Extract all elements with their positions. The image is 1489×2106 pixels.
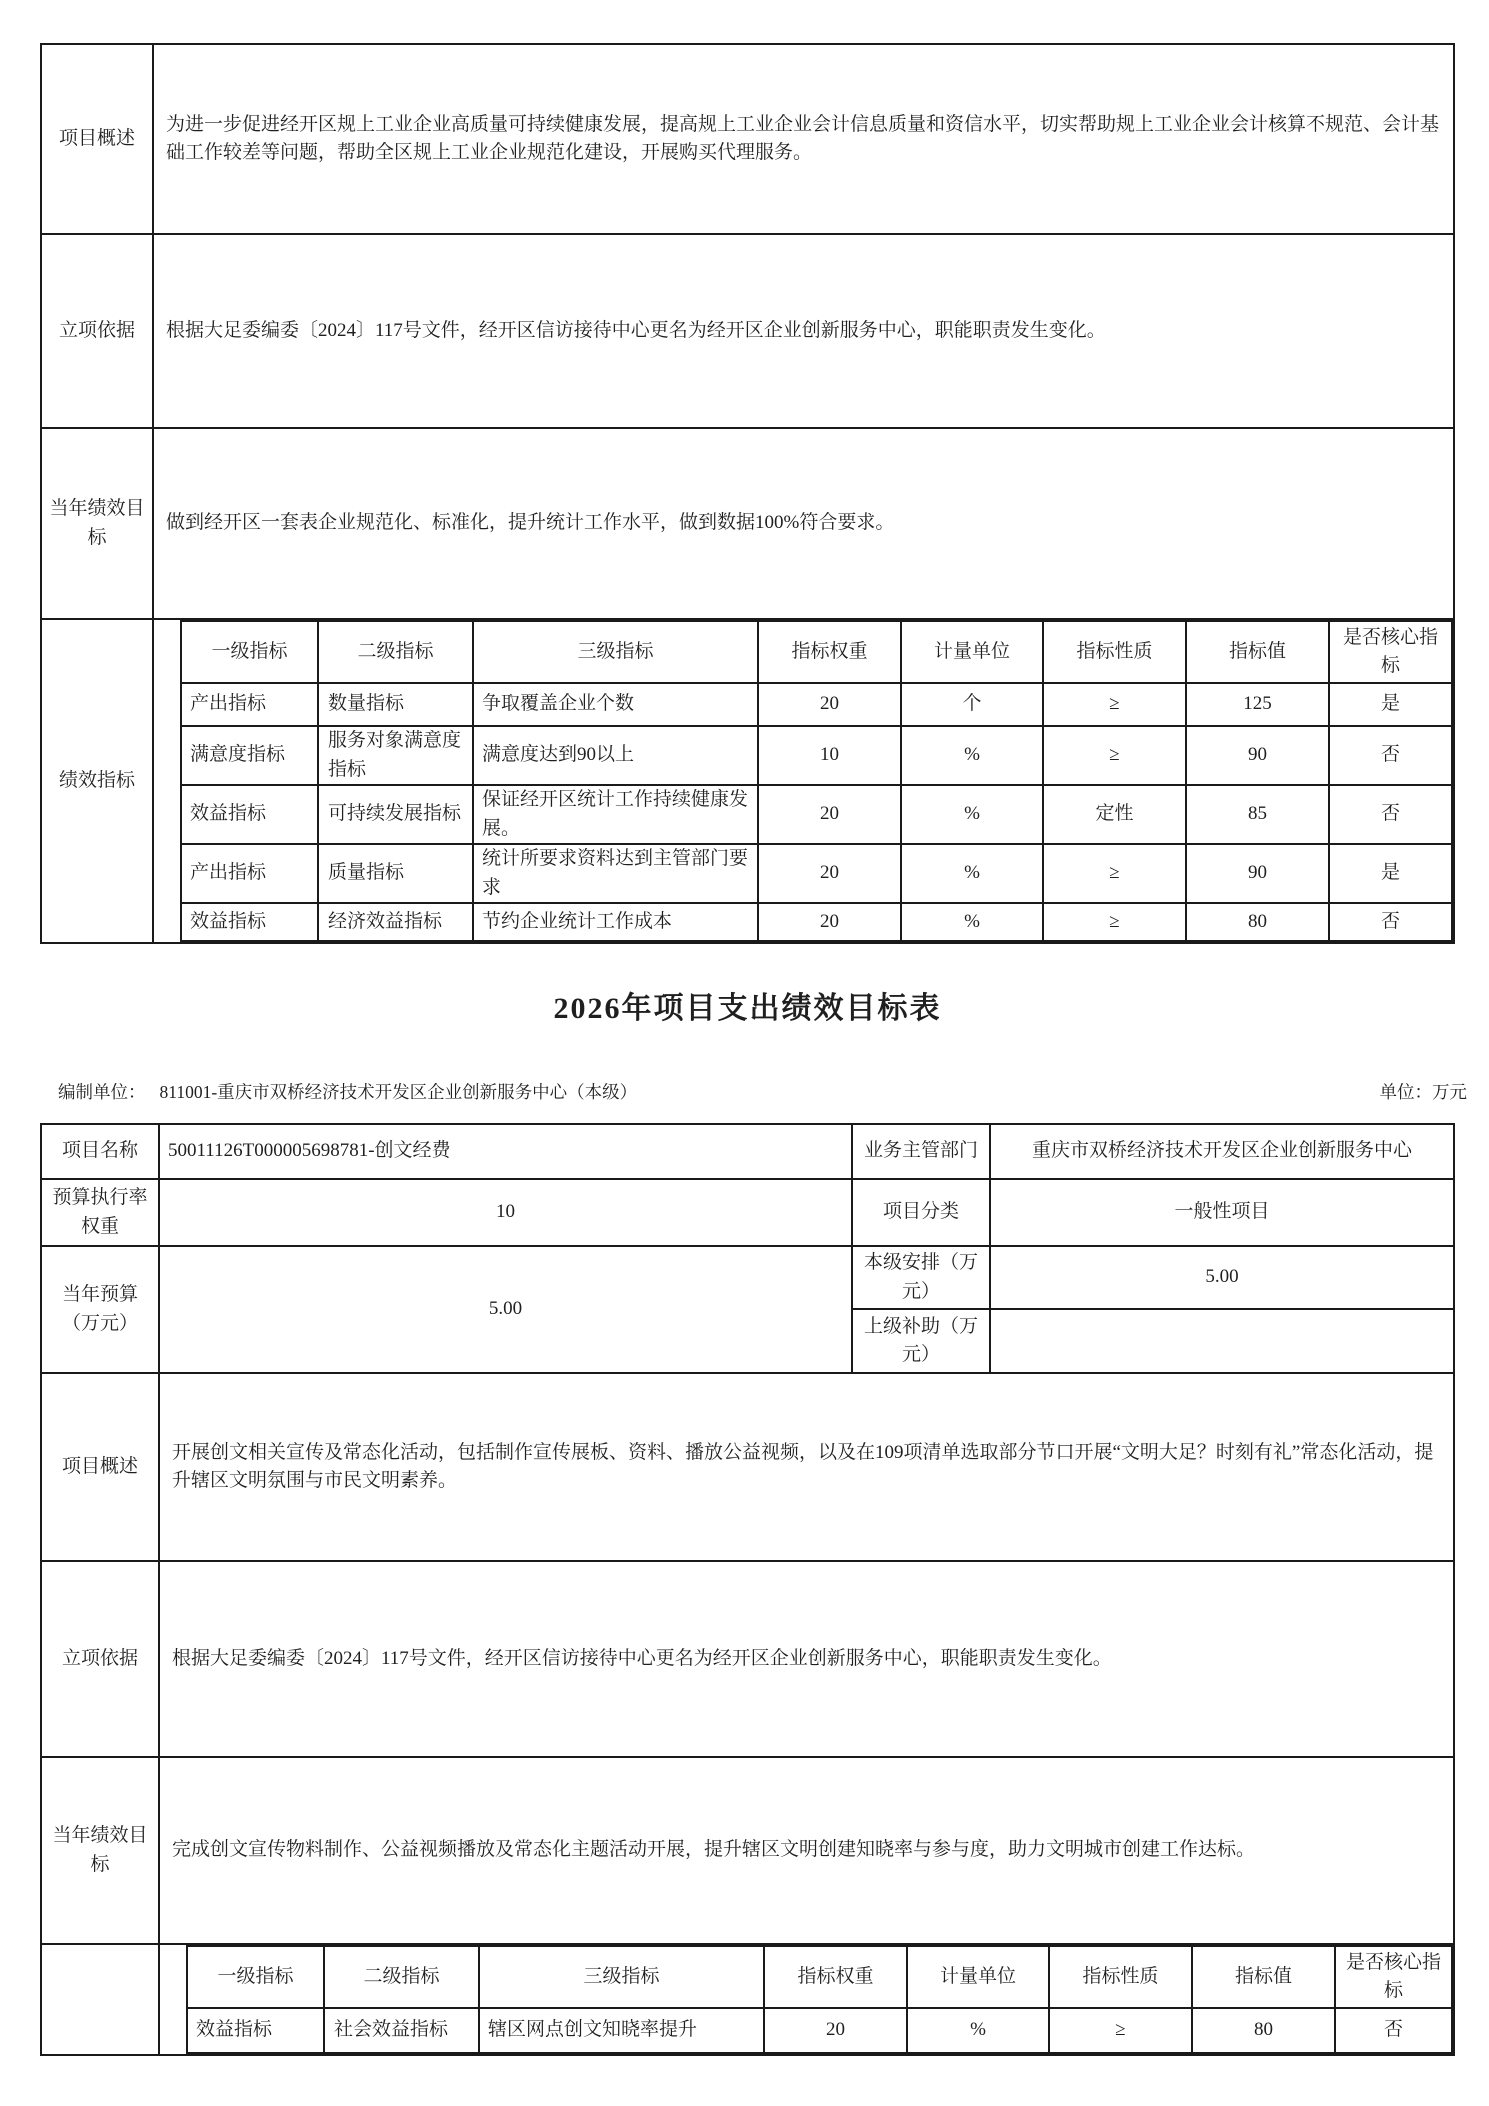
- row-label-overview: 项目概述: [41, 1373, 159, 1561]
- table-row: [41, 1944, 1454, 2055]
- indicator-cell: 85: [1186, 785, 1329, 844]
- annual-budget-value: 5.00: [159, 1246, 852, 1373]
- superior-subsidy-value: [990, 1309, 1454, 1373]
- table-row: [41, 44, 1454, 234]
- prepared-by-label: 编制单位：: [58, 1082, 146, 1102]
- indicator-cell: ≥: [1043, 844, 1186, 903]
- indicator-row: [181, 844, 1452, 903]
- indicator-cell: 是: [1329, 683, 1452, 726]
- page-title: 2026年项目支出绩效目标表: [553, 992, 942, 1025]
- header-level1: 一级指标: [181, 621, 318, 683]
- indicator-cell: 节约企业统计工作成本: [473, 903, 758, 941]
- prepared-by: [58, 1079, 637, 1104]
- header-level2: 二级指标: [318, 621, 473, 683]
- budget-exec-weight-value: 10: [159, 1179, 852, 1246]
- row-label-indicators: 绩效指标: [41, 619, 153, 943]
- indicator-table-2: [186, 1945, 1453, 2054]
- local-arrangement-value: 5.00: [990, 1246, 1454, 1309]
- indicator-cell: 效益指标: [187, 2008, 324, 2053]
- row-label-superior-subsidy: 上级补助（万元）: [852, 1309, 990, 1373]
- row-label-annual-goal: 当年绩效目标: [41, 428, 153, 619]
- indicator-cell: 服务对象满意度指标: [318, 726, 473, 785]
- indicator-cell: 20: [758, 683, 901, 726]
- indicator-cell: ≥: [1043, 683, 1186, 726]
- indicator-header-row: [187, 1946, 1452, 2008]
- table-row: [41, 234, 1454, 428]
- indicator-cell: 质量指标: [318, 844, 473, 903]
- table-row: [41, 619, 1454, 943]
- table-row: [41, 1179, 1454, 1246]
- indicator-cell: ≥: [1049, 2008, 1192, 2053]
- dept-value: 重庆市双桥经济技术开发区企业创新服务中心: [990, 1124, 1454, 1179]
- row-label-basis: 立项依据: [41, 1561, 159, 1757]
- row-label-dept: 业务主管部门: [852, 1124, 990, 1179]
- indicator-cell: 80: [1186, 903, 1329, 941]
- project-name-value: 50011126T000005698781-创文经费: [159, 1124, 852, 1179]
- indicator-cell: %: [901, 785, 1043, 844]
- row-label-overview: 项目概述: [41, 44, 153, 234]
- indicator-cell: 否: [1329, 785, 1452, 844]
- row-content-overview: 为进一步促进经开区规上工业企业高质量可持续健康发展，提高规上工业企业会计信息质量和资信水平，切实帮助规上工业企业会计核算不规范、会计基础工作较差等问题，帮助全区规上工业企业规范化建设，开展购买代理服务。: [153, 44, 1454, 234]
- row-content-basis: 根据大足委编委〔2024〕117号文件，经开区信访接待中心更名为经开区企业创新服务中心，职能职责发生变化。: [159, 1561, 1454, 1757]
- indicator-cell: 统计所要求资料达到主管部门要求: [473, 844, 758, 903]
- indicator-cell: 20: [764, 2008, 907, 2053]
- header-nature: 指标性质: [1049, 1946, 1192, 2008]
- indicator-cell: 20: [758, 844, 901, 903]
- project-table-1: [40, 43, 1455, 944]
- table-row: [41, 1373, 1454, 1561]
- header-level1: 一级指标: [187, 1946, 324, 2008]
- header-core: 是否核心指标: [1329, 621, 1452, 683]
- indicator-cell: 效益指标: [181, 785, 318, 844]
- header-level3: 三级指标: [473, 621, 758, 683]
- table-row: [41, 1561, 1454, 1757]
- row-label-budget-exec-weight: 预算执行率权重: [41, 1179, 159, 1246]
- project-class-value: 一般性项目: [990, 1179, 1454, 1246]
- indicator-cell: 社会效益指标: [324, 2008, 479, 2053]
- prepared-by-value: 811001-重庆市双桥经济技术开发区企业创新服务中心（本级）: [159, 1082, 638, 1102]
- indicator-row: [187, 2008, 1452, 2053]
- header-level3: 三级指标: [479, 1946, 764, 2008]
- indicator-cell: 125: [1186, 683, 1329, 726]
- indicator-header-row: [181, 621, 1452, 683]
- indicator-row: [181, 785, 1452, 844]
- header-value: 指标值: [1186, 621, 1329, 683]
- header-unit: 计量单位: [901, 621, 1043, 683]
- indicator-cell: 辖区网点创文知晓率提升: [479, 2008, 764, 2053]
- row-content-annual-goal: 完成创文宣传物料制作、公益视频播放及常态化主题活动开展，提升辖区文明创建知晓率与参与度，助力文明城市创建工作达标。: [159, 1757, 1454, 1944]
- indicator-cell: 20: [758, 903, 901, 941]
- row-label-indicators-empty: [41, 1944, 159, 2055]
- indicator-cell: 可持续发展指标: [318, 785, 473, 844]
- row-label-project-name: 项目名称: [41, 1124, 159, 1179]
- row-label-project-class: 项目分类: [852, 1179, 990, 1246]
- table-row: [41, 1246, 1454, 1309]
- header-core: 是否核心指标: [1335, 1946, 1452, 2008]
- indicator-row: [181, 726, 1452, 785]
- indicator-cell: 数量指标: [318, 683, 473, 726]
- meta-line: [58, 1079, 1467, 1104]
- row-label-basis: 立项依据: [41, 234, 153, 428]
- indicator-cell: 个: [901, 683, 1043, 726]
- indicator-table-1: [180, 620, 1453, 942]
- table-row: [41, 428, 1454, 619]
- project-table-2: [40, 1123, 1455, 2056]
- row-content-annual-goal: 做到经开区一套表企业规范化、标准化，提升统计工作水平，做到数据100%符合要求。: [153, 428, 1454, 619]
- indicator-cell: 争取覆盖企业个数: [473, 683, 758, 726]
- row-content-overview: 开展创文相关宣传及常态化活动，包括制作宣传展板、资料、播放公益视频，以及在109项清单选取部分节口开展“文明大足？时刻有礼”常态化活动，提升辖区文明氛围与市民文明素养。: [159, 1373, 1454, 1561]
- indicators-cell: [159, 1944, 1454, 2055]
- row-label-annual-budget: 当年预算（万元）: [41, 1246, 159, 1373]
- indicator-cell: 满意度指标: [181, 726, 318, 785]
- header-value: 指标值: [1192, 1946, 1335, 2008]
- indicator-table-2-wrap: [186, 1945, 1453, 2054]
- indicator-cell: 产出指标: [181, 683, 318, 726]
- indicator-cell: 定性: [1043, 785, 1186, 844]
- indicator-cell: 10: [758, 726, 901, 785]
- indicator-cell: 满意度达到90以上: [473, 726, 758, 785]
- indicator-row: [181, 683, 1452, 726]
- indicator-cell: 保证经开区统计工作持续健康发展。: [473, 785, 758, 844]
- header-weight: 指标权重: [764, 1946, 907, 2008]
- indicator-cell: 效益指标: [181, 903, 318, 941]
- header-weight: 指标权重: [758, 621, 901, 683]
- header-unit: 计量单位: [907, 1946, 1049, 2008]
- indicator-cell: %: [901, 726, 1043, 785]
- indicator-cell: ≥: [1043, 726, 1186, 785]
- unit-label: 单位：万元: [1379, 1082, 1467, 1102]
- indicator-cell: 经济效益指标: [318, 903, 473, 941]
- header-level2: 二级指标: [324, 1946, 479, 2008]
- indicator-cell: %: [901, 844, 1043, 903]
- indicator-cell: 否: [1329, 726, 1452, 785]
- indicator-row: [181, 903, 1452, 941]
- table-row: [41, 1124, 1454, 1179]
- table-row: [41, 1757, 1454, 1944]
- indicator-cell: 90: [1186, 844, 1329, 903]
- indicator-cell: 是: [1329, 844, 1452, 903]
- row-label-local-arrangement: 本级安排（万元）: [852, 1246, 990, 1309]
- indicator-cell: %: [907, 2008, 1049, 2053]
- indicator-table-1-wrap: [180, 620, 1453, 942]
- indicator-cell: 产出指标: [181, 844, 318, 903]
- header-nature: 指标性质: [1043, 621, 1186, 683]
- indicator-cell: 80: [1192, 2008, 1335, 2053]
- document-page: [40, 43, 1467, 2106]
- indicators-cell: [153, 619, 1454, 943]
- row-label-annual-goal: 当年绩效目标: [41, 1757, 159, 1944]
- indicator-cell: 90: [1186, 726, 1329, 785]
- indicator-cell: 20: [758, 785, 901, 844]
- indicator-cell: 否: [1335, 2008, 1452, 2053]
- indicator-cell: ≥: [1043, 903, 1186, 941]
- row-content-basis: 根据大足委编委〔2024〕117号文件，经开区信访接待中心更名为经开区企业创新服务中心，职能职责发生变化。: [153, 234, 1454, 428]
- indicator-cell: 否: [1329, 903, 1452, 941]
- indicator-cell: %: [901, 903, 1043, 941]
